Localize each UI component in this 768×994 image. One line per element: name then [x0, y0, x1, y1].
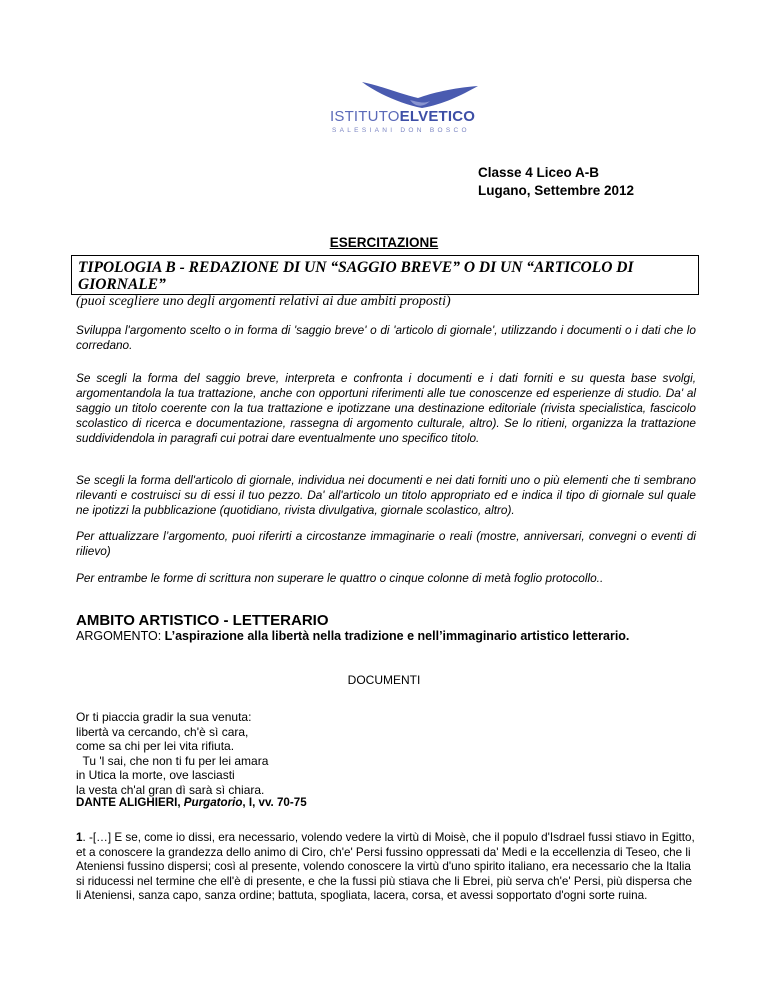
instruction-paragraph: Sviluppa l'argomento scelto o in forma di 'saggio breve' o di 'articolo di giornale', utilizzando i documenti o i dati che lo corredano.	[76, 323, 696, 352]
logo-subtitle: SALESIANI DON BOSCO	[332, 127, 470, 134]
citation-work: Purgatorio	[183, 796, 243, 809]
instruction-paragraph: Se scegli la forma del saggio breve, interpreta e confronta i documenti e i dati forniti e su questa base svolgi, argomentandola la tua trattazione, anche con opportuni riferimenti alle tue conoscenze ed esperienze di studio. Da' al saggio un titolo coerente con la tua trattazione e ipotizzane una destinazione editoriale (rivista specialistica, fascicolo scolastico di ricerca e documentazione, rassegna di argomento culturale, altro). Se lo ritieni, organizza la trattazione suddividendola in paragrafi cui potrai dare eventualmente uno specifico titolo.	[76, 371, 696, 445]
poem-line: libertà va cercando, ch'è sì cara,	[76, 724, 249, 739]
instruction-paragraph: Per attualizzare l’argomento, puoi riferirti a circostanze immaginarie o reali (mostre, anniversari, convegni o eventi di rilievo)	[76, 529, 696, 558]
tipologia-subtitle: (puoi scegliere uno degli argomenti relativi ai due ambiti proposti)	[76, 294, 451, 309]
poem-line: la vesta ch'al gran dì sarà sì chiara.	[76, 782, 265, 797]
poem-quote	[76, 710, 268, 798]
citation-author: DANTE ALIGHIERI,	[76, 796, 184, 809]
logo-wordmark: ISTITUTOELVETICO	[330, 108, 476, 125]
poem-line: Tu 'l sai, che non ti fu per lei amara	[76, 753, 269, 768]
tipologia-heading: TIPOLOGIA B - REDAZIONE DI UN “SAGGIO BREVE” O DI UN “ARTICOLO DI GIORNALE”	[71, 255, 699, 295]
document-text: . -[…] E se, come io dissi, era necessario, volendo vedere la virtù di Moisè, che il populo d'Isdrael fussi stiavo in Egitto, et a conoscere la grandezza dello animo di Ciro, ch'e' Persi fussino oppressati da' Medi e la eccellenzia di Teseo, che li Ateniensi fussino dispersi; così al presente, volendo conoscere la virtù d'uno spirito italiano, era necessario che la Italia si riducessi nel termine che ell'è di presente, e che la fussi più stiava che li Ebrei, più serva ch'e' Persi, più dispersa che li Ateniensi, sanza capo, sanza ordine; battuta, spogliata, lacera, corsa, et avessi sopportato d'ogni sorte ruina.	[76, 831, 695, 903]
bird-icon	[360, 80, 480, 110]
poem-line: in Utica la morte, ove lasciasti	[76, 768, 235, 783]
class-label: Classe 4 Liceo A-B	[478, 165, 600, 180]
school-logo	[330, 80, 490, 138]
page-title: ESERCITAZIONE	[329, 235, 439, 250]
instruction-paragraph: Se scegli la forma dell'articolo di giornale, individua nei documenti e nei dati forniti uno o più elementi che ti sembrano rilevanti e costruisci su di essi il tuo pezzo. Da' all'articolo un titolo appropriato ed e indica il tipo di giornale sul quale ne ipotizzi la pubblicazione (quotidiano, rivista divulgativa, giornale scolastico, altro).	[76, 473, 696, 517]
place-date: Lugano, Settembre 2012	[478, 183, 635, 198]
ambito-heading: AMBITO ARTISTICO - LETTERARIO	[76, 612, 329, 629]
citation-verses: , I, vv. 70-75	[242, 796, 307, 809]
poem-citation	[76, 796, 307, 809]
document-number: 1	[76, 831, 83, 844]
poem-line: Or ti piaccia gradir la sua venuta:	[76, 710, 252, 724]
instruction-paragraph: Per entrambe le forme di scrittura non superare le quattro o cinque colonne di metà foglio protocollo..	[76, 571, 604, 585]
class-info	[478, 164, 634, 200]
argomento-line	[76, 629, 629, 643]
argomento-label: ARGOMENTO:	[76, 629, 165, 643]
argomento-text: L’aspirazione alla libertà nella tradizione e nell’immaginario artistico letterario.	[164, 629, 630, 643]
document-1	[76, 831, 696, 904]
poem-line: come sa chi per lei vita rifiuta.	[76, 739, 235, 754]
documenti-heading: DOCUMENTI	[347, 673, 421, 687]
